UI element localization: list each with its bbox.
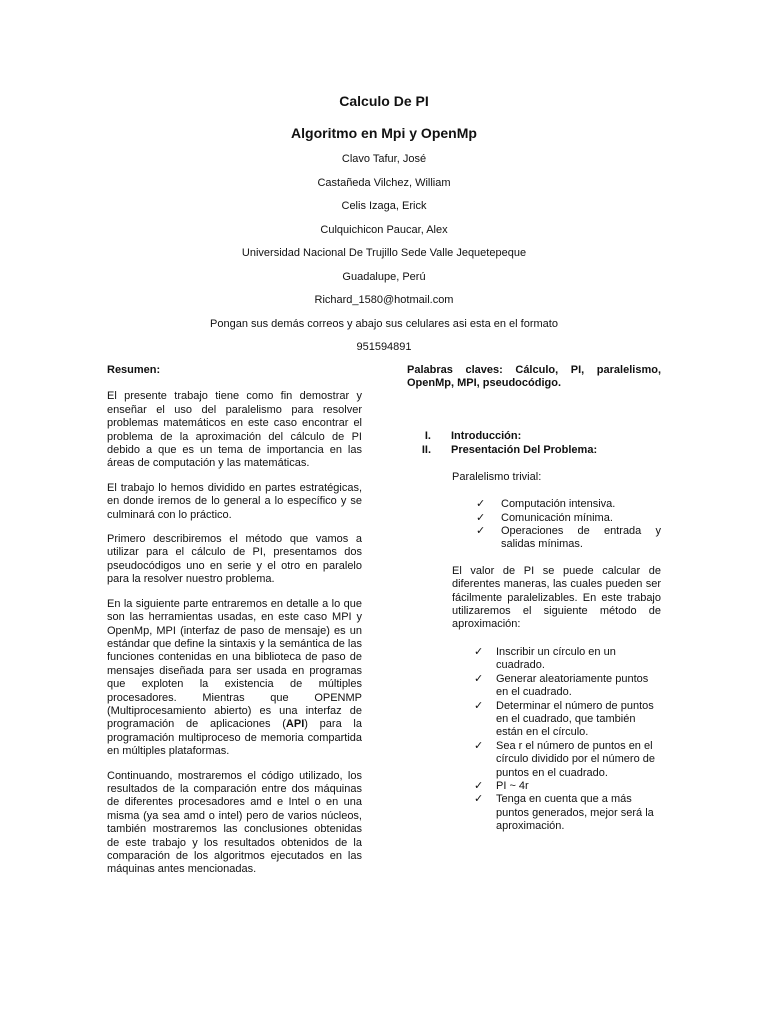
list-item — [452, 740, 661, 780]
abstract-paragraph: Primero describiremos el método que vamos a utilizar para el cálculo de PI, presentamos dos pseudocódigos uno en serie y el otro en paralelo para la resolver nuestro problema. — [107, 533, 362, 586]
author-name: Culquichicon Paucar, Alex — [320, 223, 448, 236]
paper-subtitle: Algoritmo en Mpi y OpenMp — [291, 125, 477, 141]
problem-body — [452, 471, 661, 834]
author-name: Clavo Tafur, José — [341, 153, 427, 165]
section-heading — [407, 443, 661, 457]
paper-title: Calculo De PI — [339, 93, 429, 109]
checkmark-icon: ✓ — [476, 525, 486, 538]
list-item-text: Inscribir un círculo en un cuadrado. — [496, 645, 616, 672]
section-list — [407, 429, 661, 457]
format-note: Pongan sus demás correos y abajo sus celulares asi esta en el formato — [210, 317, 558, 330]
paragraph-text: En la siguiente parte entraremos en detalle a lo que son las herramientas usadas, en este caso MPI y OpenMp, MPI (interfaz de paso de mensaje) es un estándar que define la sintaxis y la semántica de las funciones contenidas en una biblioteca de paso de mensajes diseñada para ser usada en programas que exploten la existencia de múltiples procesadores. Mientras que OPENMP (Multiprocesamiento abierto) es una interfaz de programación de aplicaciones ( — [107, 597, 362, 731]
checkmark-icon: ✓ — [474, 779, 484, 792]
checkmark-icon: ✓ — [474, 793, 484, 806]
list-item — [452, 525, 661, 552]
list-item-text: Computación intensiva. — [501, 498, 616, 511]
author-name: Castañeda Vilchez, William — [317, 176, 451, 189]
trivial-list — [452, 498, 661, 552]
author-info — [0, 152, 768, 354]
section-label: Introducción: — [451, 429, 522, 442]
keywords: Palabras claves: Cálculo, PI, paralelismo, OpenMp, MPI, pseudocódigo. — [407, 364, 661, 390]
checkmark-icon: ✓ — [474, 645, 484, 658]
abstract-heading: Resumen: — [107, 364, 161, 376]
title-block — [0, 92, 768, 364]
checkmark-icon: ✓ — [474, 672, 484, 685]
list-item — [452, 673, 661, 700]
section-number: II. — [421, 443, 431, 456]
phone-number: 951594891 — [356, 341, 412, 353]
list-item-text: Operaciones de entrada y salidas mínimas. — [501, 525, 661, 551]
list-item — [452, 646, 661, 673]
api-term: API — [285, 718, 305, 731]
right-column — [407, 364, 661, 847]
checkmark-icon: ✓ — [474, 699, 484, 712]
abstract-paragraph: El presente trabajo tiene como fin demostrar y enseñar el uso del paralelismo para resolver problemas matemáticos en este caso encontrar el problema de la aproximación del cálculo de PI debido a que es un tema de importancia en las áreas de computación y las matemáticas. — [107, 390, 362, 470]
checkmark-icon: ✓ — [474, 739, 484, 752]
list-item-text: PI ~ 4r — [496, 779, 529, 792]
paragraph-text: ) para la programación multiproceso de memoria compartida en múltiples plataformas. — [107, 718, 362, 758]
abstract-paragraph: Continuando, mostraremos el código utilizado, los resultados de la comparación entre dos máquinas de diferentes procesadores amd e Intel o en una misma (ya sea amd o intel) pero de varios núcleos, también mostraremos las conclusiones obtenidas de este trabajo y los resultados obtenidos de la comparación de los algoritmos ejecutados en las máquinas antes mencionadas. — [107, 769, 362, 876]
trivial-parallelism-label: Paralelismo trivial: — [452, 470, 542, 483]
list-item-text: Sea r el número de puntos en el círculo dividido por el número de puntos en el cuadrado. — [496, 739, 655, 779]
university-name: Universidad Nacional De Trujillo Sede Valle Jequetepeque — [241, 247, 527, 259]
list-item — [452, 512, 661, 525]
list-item-text: Tenga en cuenta que a más puntos generados, mejor será la aproximación. — [496, 793, 654, 833]
author-name: Celis Izaga, Erick — [341, 200, 427, 212]
list-item — [452, 498, 661, 511]
pi-paragraph: El valor de PI se puede calcular de diferentes maneras, las cuales pueden ser fácilmente paralelizables. En este trabajo utilizaremos el siguiente método de aproximación: — [452, 564, 661, 631]
section-label: Presentación Del Problema: — [451, 443, 598, 456]
checkmark-icon: ✓ — [476, 498, 486, 511]
section-number: I. — [424, 429, 431, 442]
list-item-text: Determinar el número de puntos en el cuadrado, que también están en el círculo. — [496, 699, 654, 739]
checkmark-icon: ✓ — [476, 511, 486, 524]
abstract-paragraph — [107, 598, 362, 759]
list-item — [452, 793, 661, 833]
location: Guadalupe, Perú — [342, 270, 426, 283]
section-heading — [407, 429, 661, 443]
method-list — [452, 646, 661, 834]
list-item — [452, 700, 661, 740]
left-column — [107, 364, 362, 888]
abstract-paragraph: El trabajo lo hemos dividido en partes estratégicas, en donde iremos de lo general a lo específico y se culminará con lo práctico. — [107, 481, 362, 521]
email: Richard_1580@hotmail.com — [314, 294, 454, 306]
list-item-text: Generar aleatoriamente puntos en el cuadrado. — [496, 672, 649, 699]
list-item-text: Comunicación mínima. — [501, 511, 613, 524]
list-item — [452, 780, 661, 793]
